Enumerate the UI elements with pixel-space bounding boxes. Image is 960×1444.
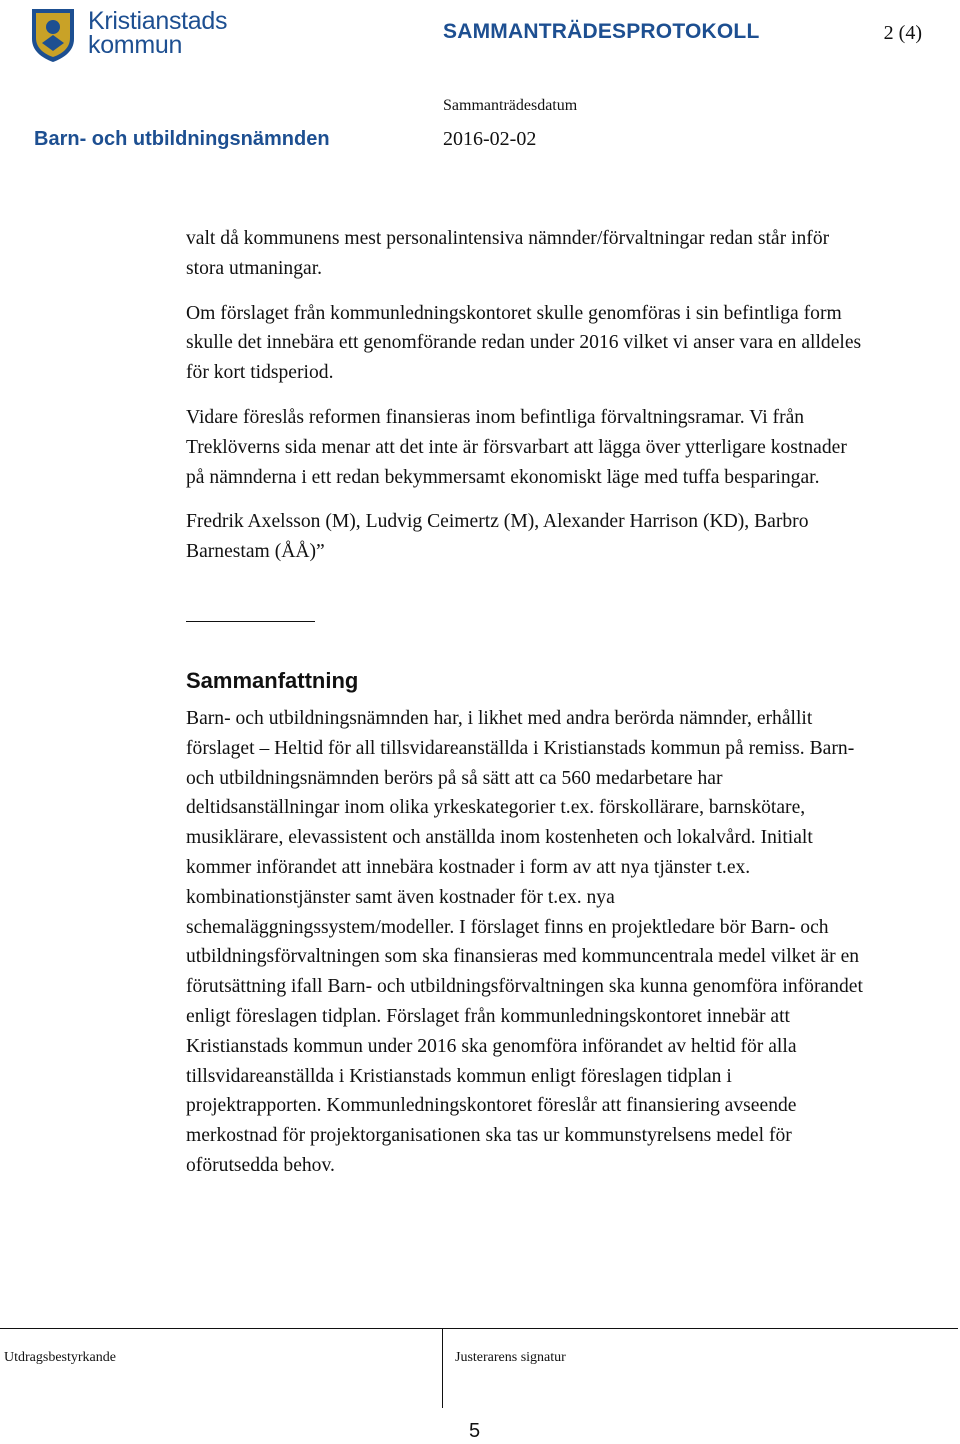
signatories-paragraph: Fredrik Axelsson (M), Ludvig Ceimertz (M), Alexander Harrison (KD), Barbro Barnestam (ÅÅ)” [186, 511, 809, 563]
municipality-logo [28, 5, 228, 67]
section-heading: Sammanfattning [186, 667, 359, 693]
extract-certification-label: Utdragsbestyrkande [4, 1350, 116, 1365]
committee-name: Barn- och utbildningsnämnden [34, 128, 330, 150]
summary-paragraph: Barn- och utbildningsnämnden har, i likhet med andra berörda nämnder, erhållit förslaget – Heltid för all tillsvidareanställda i Kristianstads kommun på remiss. Barn- och utbildningsnämnden berörs på så sätt att ca 560 medarbetare har deltidsanställningar inom olika yrkeskategorier t.ex. förskollärare, barnskötare, musiklärare, elevassistent och anställda inom kostenheten och lokalvård. Initialt kommer införandet att innebära kostnader i form av att nya tjänster t.ex. kombinationstjänster samt även kostnader för t.ex. nya schemaläggningssystem/modeller. I förslaget finns en projektledare bör Barn- och utbildningsförvaltningen som ska finansieras med kommuncentrala medel vilket är en förutsättning ifall Barn- och utbildningsförvaltningen ska kunna genomföra införandet enligt föreslagen tidplan. Förslaget från kommunledningskontoret innebär att Kristianstads kommun under 2016 ska genomföra införandet av heltid för alla tillsvidareanställda i Kristianstads kommun enligt föreslagen tidplan i projektrapporten. Kommunledningskontoret föreslår att finansiering avseende merkostnad för projektorganisationen ska tas ur kommunstyrelsens medel för oförutsedda behov. [186, 707, 863, 1176]
body-paragraph: valt då kommunens mest personalintensiva nämnder/förvaltningar redan står inför stora utmaningar. [186, 228, 830, 279]
document-body [186, 224, 866, 1181]
document-title: SAMMANTRÄDESPROTOKOLL [443, 20, 760, 43]
logo-text-line1: Kristianstads [88, 7, 228, 35]
logo-text-line2: kommun [88, 31, 183, 59]
meeting-date: 2016-02-02 [443, 128, 537, 150]
body-paragraph: Vidare föreslås reformen finansieras inom befintliga förvaltningsramar. Vi från Treklöverns sida menar att det inte är försvarbart att lägga över ytterligare kostnader på nämnderna i ett redan bekymmersamt ekonomiskt läge med tuffa besparingar. [186, 406, 847, 488]
page-indicator: 2 (4) [883, 22, 922, 44]
footer-rule [0, 1328, 958, 1329]
body-paragraph: Om förslaget från kommunledningskontoret skulle genomföras i sin befintliga form skulle det innebära ett genomförande redan under 2016 vilket vi anser vara en alldeles för kort tidsperiod. [186, 302, 862, 384]
page-number: 5 [469, 1420, 481, 1442]
section-divider [186, 621, 315, 622]
adjuster-signature-label: Justerarens signatur [455, 1350, 566, 1365]
meeting-date-label: Sammanträdesdatum [443, 97, 578, 114]
coat-of-arms-icon [28, 5, 78, 63]
footer-divider [442, 1328, 443, 1408]
